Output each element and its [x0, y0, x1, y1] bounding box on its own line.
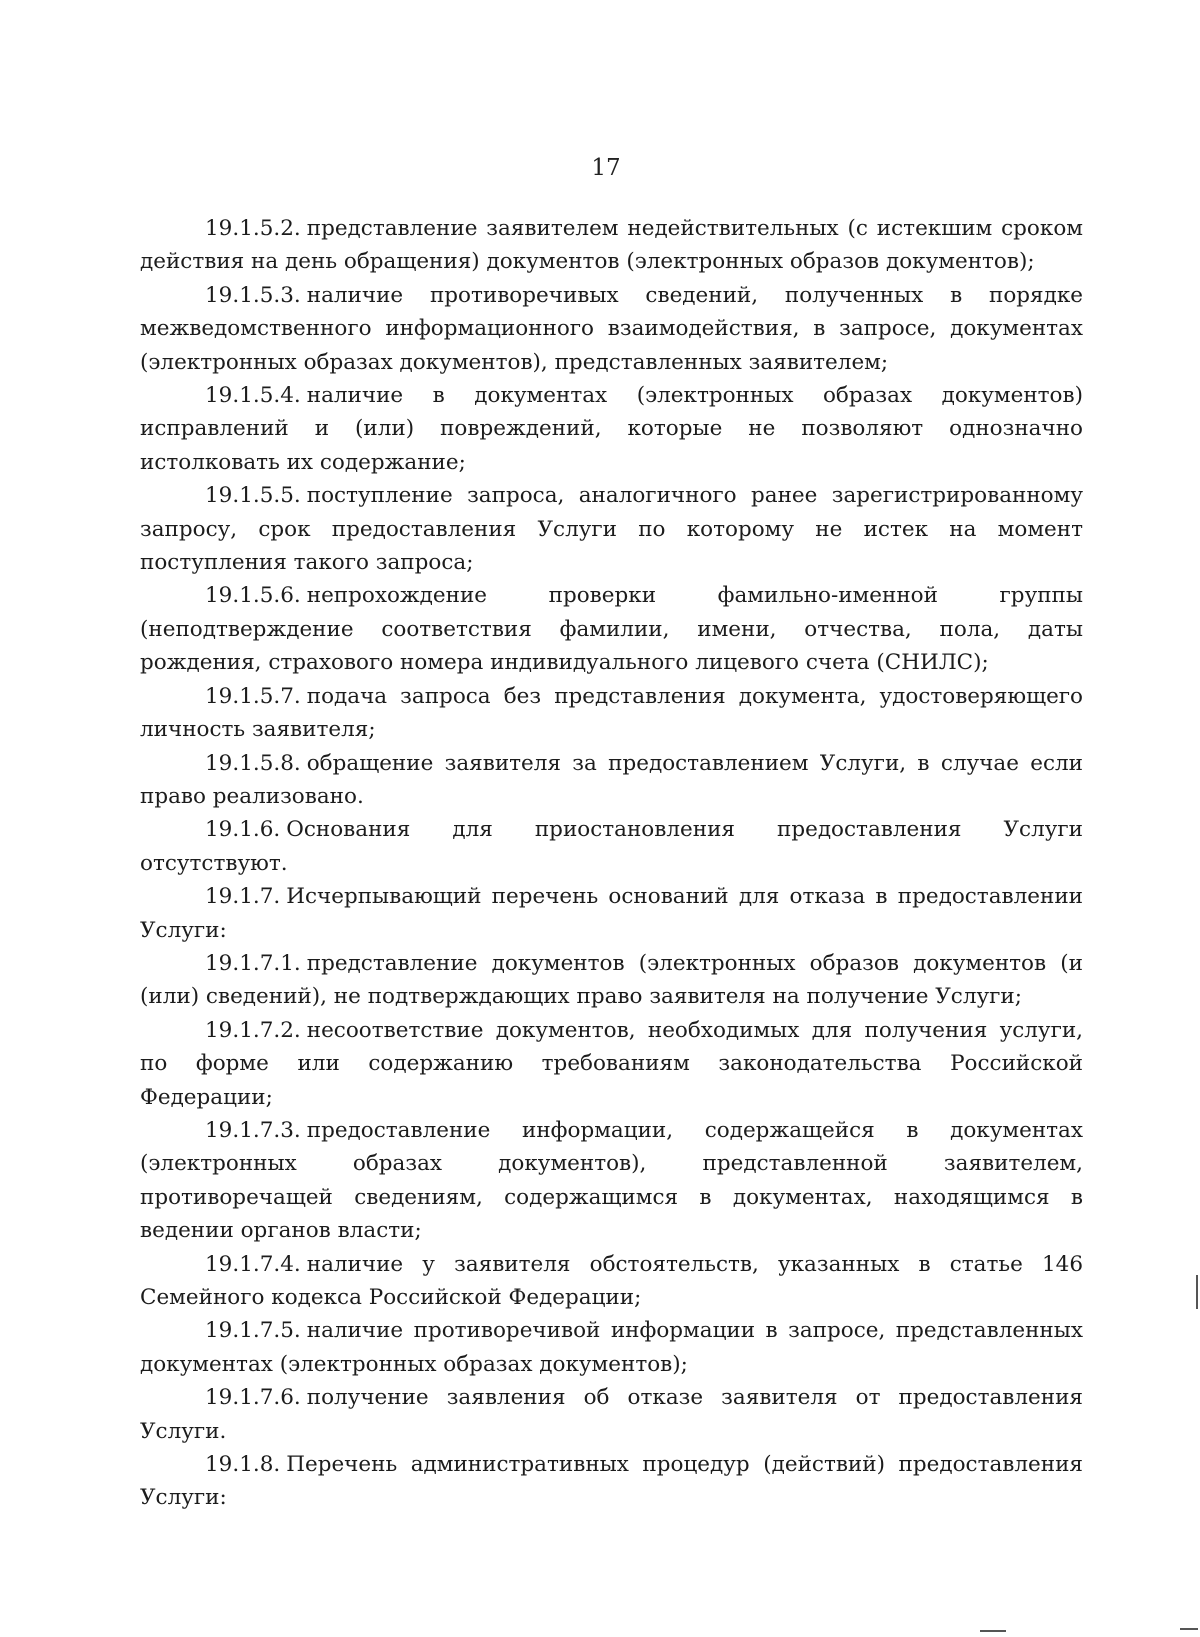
- page-number: 17: [591, 155, 621, 181]
- clause-text: получение заявления об отказе заявителя от предоставления Услуги.: [140, 1385, 1083, 1444]
- clause-text: наличие противоречивой информации в запросе, представленных документах (электронных образах документов);: [140, 1318, 1083, 1377]
- clause-text: непрохождение проверки фамильно-именной группы (неподтверждение соответствия фамилии, имени, отчества, пола, даты рождения, страхового номера индивидуального лицевого счета (СНИЛС);: [140, 583, 1083, 676]
- clause-number: 19.1.7.: [205, 884, 281, 910]
- paragraph-19-1-5-7: [140, 680, 1083, 747]
- clause-number: 19.1.5.3.: [205, 282, 301, 308]
- paragraph-19-1-5-8: [140, 747, 1083, 814]
- paragraph-19-1-6: [140, 813, 1083, 880]
- clause-text: Перечень административных процедур (действий) предоставления Услуги:: [140, 1452, 1083, 1511]
- clause-text: наличие у заявителя обстоятельств, указанных в статье 146 Семейного кодекса Российской Федерации;: [140, 1251, 1083, 1310]
- paragraph-19-1-7-5: [140, 1314, 1083, 1381]
- clause-number: 19.1.5.2.: [205, 216, 301, 241]
- scan-artifact-mark: [1196, 1275, 1198, 1309]
- clause-text: несоответствие документов, необходимых для получения услуги, по форме или содержанию требованиям законодательства Российской Федерации;: [140, 1017, 1083, 1110]
- clause-number: 19.1.7.4.: [205, 1251, 301, 1277]
- paragraph-19-1-7-3: [140, 1114, 1083, 1248]
- clause-text: подача запроса без представления документа, удостоверяющего личность заявителя;: [140, 683, 1083, 743]
- clause-number: 19.1.7.1.: [205, 950, 301, 976]
- document-body: [140, 212, 1083, 1515]
- clause-text: Основания для приостановления предоставления Услуги отсутствуют.: [140, 817, 1083, 876]
- clause-number: 19.1.6.: [205, 817, 281, 843]
- scan-artifact-mark: [1180, 1628, 1198, 1630]
- clause-number: 19.1.7.2.: [205, 1017, 301, 1043]
- clause-text: поступление запроса, аналогичного ранее зарегистрированному запросу, срок предоставления Услуги по которому не истек на момент поступления такого запроса;: [140, 483, 1083, 576]
- clause-number: 19.1.5.8.: [205, 750, 301, 776]
- clause-text: наличие противоречивых сведений, полученных в порядке межведомственного информационного взаимодействия, в запросе, документах (электронных образах документов), представленных заявителем;: [140, 282, 1083, 375]
- paragraph-19-1-7-4: [140, 1248, 1083, 1315]
- clause-text: предоставление информации, содержащейся в документах (электронных образах документов), представленной заявителем, противоречащей сведениям, содержащимся в документах, находящимся в ведении органов власти;: [140, 1117, 1083, 1244]
- paragraph-19-1-7-6: [140, 1381, 1083, 1448]
- clause-number: 19.1.5.6.: [205, 583, 301, 609]
- paragraph-19-1-7-1: [140, 947, 1083, 1014]
- paragraph-19-1-5-2: [140, 212, 1083, 279]
- paragraph-19-1-5-5: [140, 479, 1083, 579]
- clause-text: представление документов (электронных образов документов (и (или) сведений), не подтверждающих право заявителя на получение Услуги;: [140, 950, 1083, 1010]
- scan-artifact-mark: [980, 1630, 1006, 1632]
- clause-number: 19.1.7.5.: [205, 1318, 301, 1344]
- clause-number: 19.1.8.: [205, 1452, 281, 1478]
- clause-number: 19.1.5.7.: [205, 683, 301, 709]
- paragraph-19-1-5-4: [140, 379, 1083, 479]
- clause-text: обращение заявителя за предоставлением Услуги, в случае если право реализовано.: [140, 750, 1083, 809]
- clause-text: наличие в документах (электронных образах документов) исправлений и (или) повреждений, которые не позволяют однозначно истолковать их содержание;: [140, 383, 1083, 475]
- clause-number: 19.1.7.6.: [205, 1385, 301, 1411]
- paragraph-19-1-8: [140, 1448, 1083, 1515]
- paragraph-19-1-5-3: [140, 279, 1083, 379]
- paragraph-19-1-7: [140, 880, 1083, 947]
- clause-number: 19.1.5.4.: [205, 383, 301, 409]
- paragraph-19-1-7-2: [140, 1014, 1083, 1114]
- clause-number: 19.1.5.5.: [205, 483, 301, 509]
- clause-text: представление заявителем недействительных (с истекшим сроком действия на день обращения) документов (электронных образов документов);: [140, 216, 1083, 275]
- paragraph-19-1-5-6: [140, 579, 1083, 679]
- clause-number: 19.1.7.3.: [205, 1117, 301, 1143]
- clause-text: Исчерпывающий перечень оснований для отказа в предоставлении Услуги:: [140, 884, 1083, 943]
